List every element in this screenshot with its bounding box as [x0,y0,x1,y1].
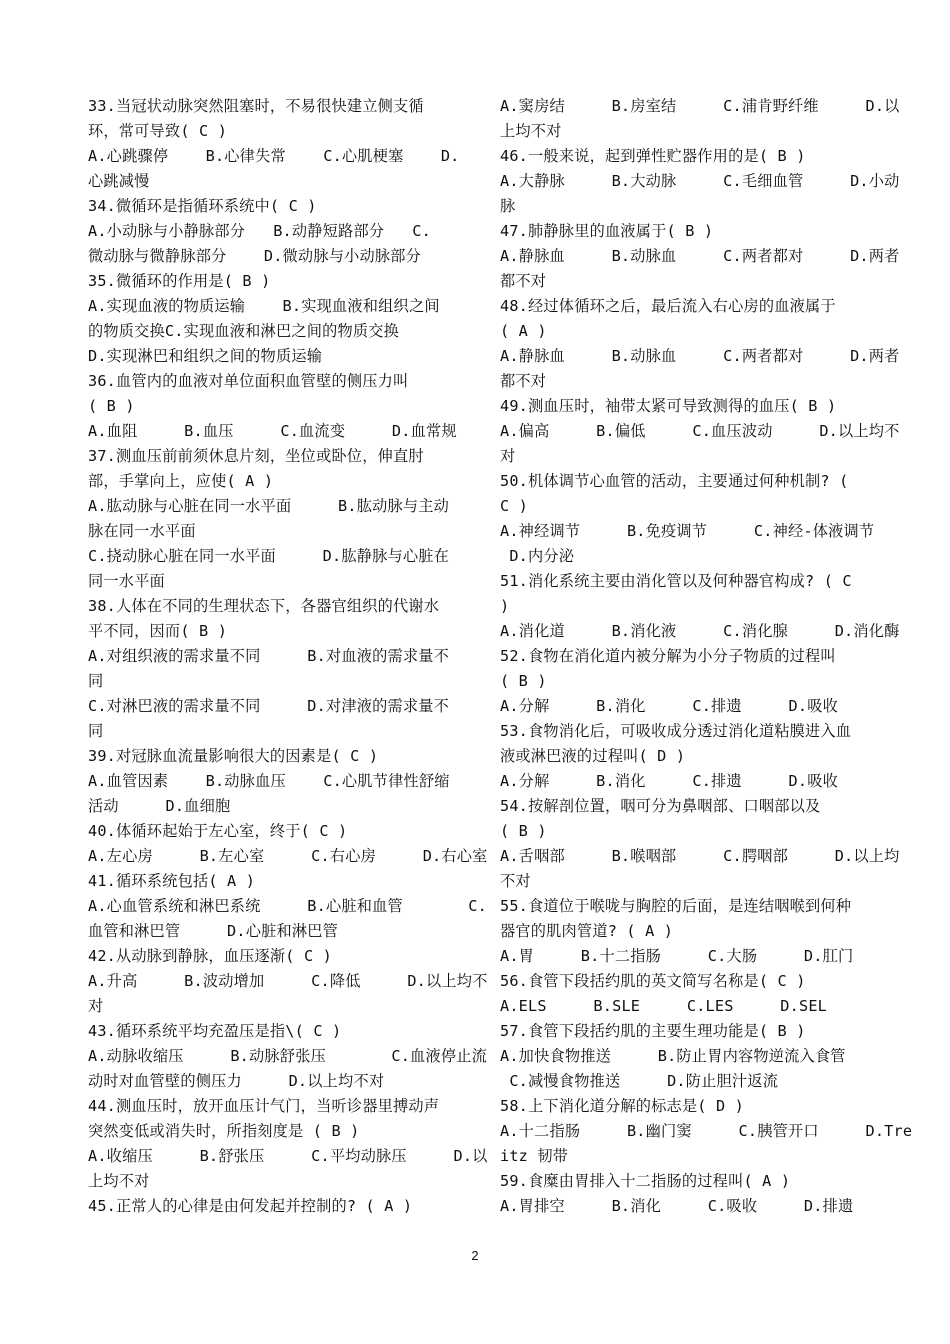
text-line: C ) [500,497,529,515]
text-line: 38.人体在不同的生理状态下，各器官组织的代谢水 [88,597,440,615]
text-line: 50.机体调节心血管的活动，主要通过何种机制? ( [500,472,849,490]
text-line: 对 [88,997,104,1015]
text-line: D.实现淋巴和组织之间的物质运输 [88,347,323,365]
text-line: 同一水平面 [88,572,165,590]
text-line: 部，手掌向上，应使( A ) [88,472,274,490]
text-line: ( B ) [500,672,547,690]
text-line: A.静脉血 B.动脉血 C.两者都对 D.两者 [500,347,900,365]
left-column [88,94,488,1219]
text-line: A.心血管系统和淋巴系统 B.心脏和血管 C. [88,897,487,915]
text-line: A.动脉收缩压 B.动脉舒张压 C.血液停止流 [88,1047,487,1065]
text-line: 51.消化系统主要由消化管以及何种器官构成? ( C [500,572,852,590]
text-line: A.静脉血 B.动脉血 C.两者都对 D.两者 [500,247,900,265]
text-line: 不对 [500,872,531,890]
text-line: C.对淋巴液的需求量不同 D.对津液的需求量不 [88,697,450,715]
text-line: A.偏高 B.偏低 C.血压波动 D.以上均不 [500,422,900,440]
text-line: itz 韧带 [500,1147,569,1165]
text-line: A.左心房 B.左心室 C.右心房 D.右心室 [88,847,488,865]
text-line: C.挠动脉心脏在同一水平面 D.肱静脉与心脏在 [88,547,450,565]
text-line: A.分解 B.消化 C.排遗 D.吸收 [500,772,839,790]
text-line: 上均不对 [88,1172,150,1190]
text-line: 液或淋巴液的过程叫( D ) [500,747,686,765]
text-line: 环，常可导致( C ) [88,122,228,140]
text-line: 同 [88,672,104,690]
text-line: A.ELS B.SLE C.LES D.SEL [500,997,828,1015]
text-line: A.大静脉 B.大动脉 C.毛细血管 D.小动 [500,172,900,190]
text-line: ( B ) [500,822,547,840]
text-line: 血管和淋巴管 D.心脏和淋巴管 [88,922,339,940]
text-line: A.心跳骤停 B.心律失常 C.心肌梗塞 D. [88,147,460,165]
text-line: 突然变低或消失时，所指刻度是 ( B ) [88,1122,360,1140]
text-line: 46.一般来说，起到弹性贮器作用的是( B ) [500,147,806,165]
text-line: ( B ) [88,397,135,415]
text-line: A.神经调节 B.免疫调节 C.神经-体液调节 [500,522,875,540]
text-line: 动时对血管壁的侧压力 D.以上均不对 [88,1072,385,1090]
page-number: 2 [471,1248,479,1263]
text-line: 43.循环系统平均充盈压是指\( C ) [88,1022,342,1040]
text-line: ) [500,597,510,615]
text-line: A.胃 B.十二指肠 C.大肠 D.肛门 [500,947,854,965]
text-line: 微动脉与微静脉部分 D.微动脉与小动脉部分 [88,247,422,265]
text-line: D.内分泌 [500,547,575,565]
text-line: 35.微循环的作用是( B ) [88,272,271,290]
text-line: C.减慢食物推送 D.防止胆汁返流 [500,1072,779,1090]
text-line: A.小动脉与小静脉部分 B.动静短路部分 C. [88,222,431,240]
text-line: 的物质交换C.实现血液和淋巴之间的物质交换 [88,322,400,340]
text-line: 59.食糜由胃排入十二指肠的过程叫( A ) [500,1172,791,1190]
text-line: A.实现血液的物质运输 B.实现血液和组织之间 [88,297,440,315]
text-line: 42.从动脉到静脉，血压逐渐( C ) [88,947,333,965]
text-line: A.十二指肠 B.幽门窦 C.胰管开口 D.Tre [500,1122,913,1140]
text-line: 53.食物消化后，可吸收成分透过消化道粘膜进入血 [500,722,852,740]
text-line: A.血阻 B.血压 C.血流变 D.血常规 [88,422,457,440]
text-line: 心跳减慢 [88,172,150,190]
text-line: A.血管因素 B.动脉血压 C.心肌节律性舒缩 [88,772,450,790]
right-column [500,94,913,1219]
text-line: 41.循环系统包括( A ) [88,872,256,890]
text-line: 34.微循环是指循环系统中( C ) [88,197,317,215]
text-line: 37.测血压前前须休息片刻，坐位或卧位，伸直肘 [88,447,424,465]
text-line: 平不同，因而( B ) [88,622,228,640]
text-line: 55.食道位于喉咙与胸腔的后面，是连结咽喉到何种 [500,897,852,915]
text-line: 57.食管下段括约肌的主要生理功能是( B ) [500,1022,806,1040]
text-line: 39.对冠脉血流量影响很大的因素是( C ) [88,747,379,765]
text-line: 36.血管内的血液对单位面积血管壁的侧压力叫 [88,372,409,390]
text-line: 47.肺静脉里的血液属于( B ) [500,222,714,240]
text-line: 都不对 [500,372,547,390]
text-line: 40.体循环起始于左心室，终于( C ) [88,822,348,840]
text-line: 58.上下消化道分解的标志是( D ) [500,1097,745,1115]
text-line: A.升高 B.波动增加 C.降低 D.以上均不 [88,972,488,990]
text-line: A.收缩压 B.舒张压 C.平均动脉压 D.以 [88,1147,488,1165]
text-line: A.胃排空 B.消化 C.吸收 D.排遗 [500,1197,854,1215]
text-line: 活动 D.血细胞 [88,797,231,815]
text-line: 52.食物在消化道内被分解为小分子物质的过程叫 [500,647,836,665]
text-line: 都不对 [500,272,547,290]
text-line: 45.正常人的心律是由何发起并控制的? ( A ) [88,1197,413,1215]
text-line: 脉在同一水平面 [88,522,196,540]
text-line: A.加快食物推送 B.防止胃内容物逆流入食管 [500,1047,846,1065]
text-line: 49.测血压时，袖带太紧可导致测得的血压( B ) [500,397,837,415]
text-line: 56.食管下段括约肌的英文简写名称是( C ) [500,972,806,990]
text-line: 上均不对 [500,122,562,140]
text-line: A.消化道 B.消化液 C.消化腺 D.消化酶 [500,622,900,640]
text-line: 48.经过体循环之后，最后流入右心房的血液属于 [500,297,836,315]
text-line: 脉 [500,197,516,215]
text-line: A.舌咽部 B.喉咽部 C.腭咽部 D.以上均 [500,847,900,865]
text-line: A.窦房结 B.房室结 C.浦肯野纤维 D.以 [500,97,900,115]
text-line: 44.测血压时，放开血压计气门，当听诊器里搏动声 [88,1097,440,1115]
text-line: 54.按解剖位置，咽可分为鼻咽部、口咽部以及 [500,797,821,815]
text-line: 同 [88,722,104,740]
text-line: 对 [500,447,516,465]
text-line: ( A ) [500,322,547,340]
text-line: A.分解 B.消化 C.排遗 D.吸收 [500,697,839,715]
text-line: A.对组织液的需求量不同 B.对血液的需求量不 [88,647,450,665]
text-line: A.肱动脉与心脏在同一水平面 B.肱动脉与主动 [88,497,450,515]
text-line: 器官的肌肉管道? ( A ) [500,922,674,940]
text-line: 33.当冠状动脉突然阻塞时，不易很快建立侧支循 [88,97,424,115]
